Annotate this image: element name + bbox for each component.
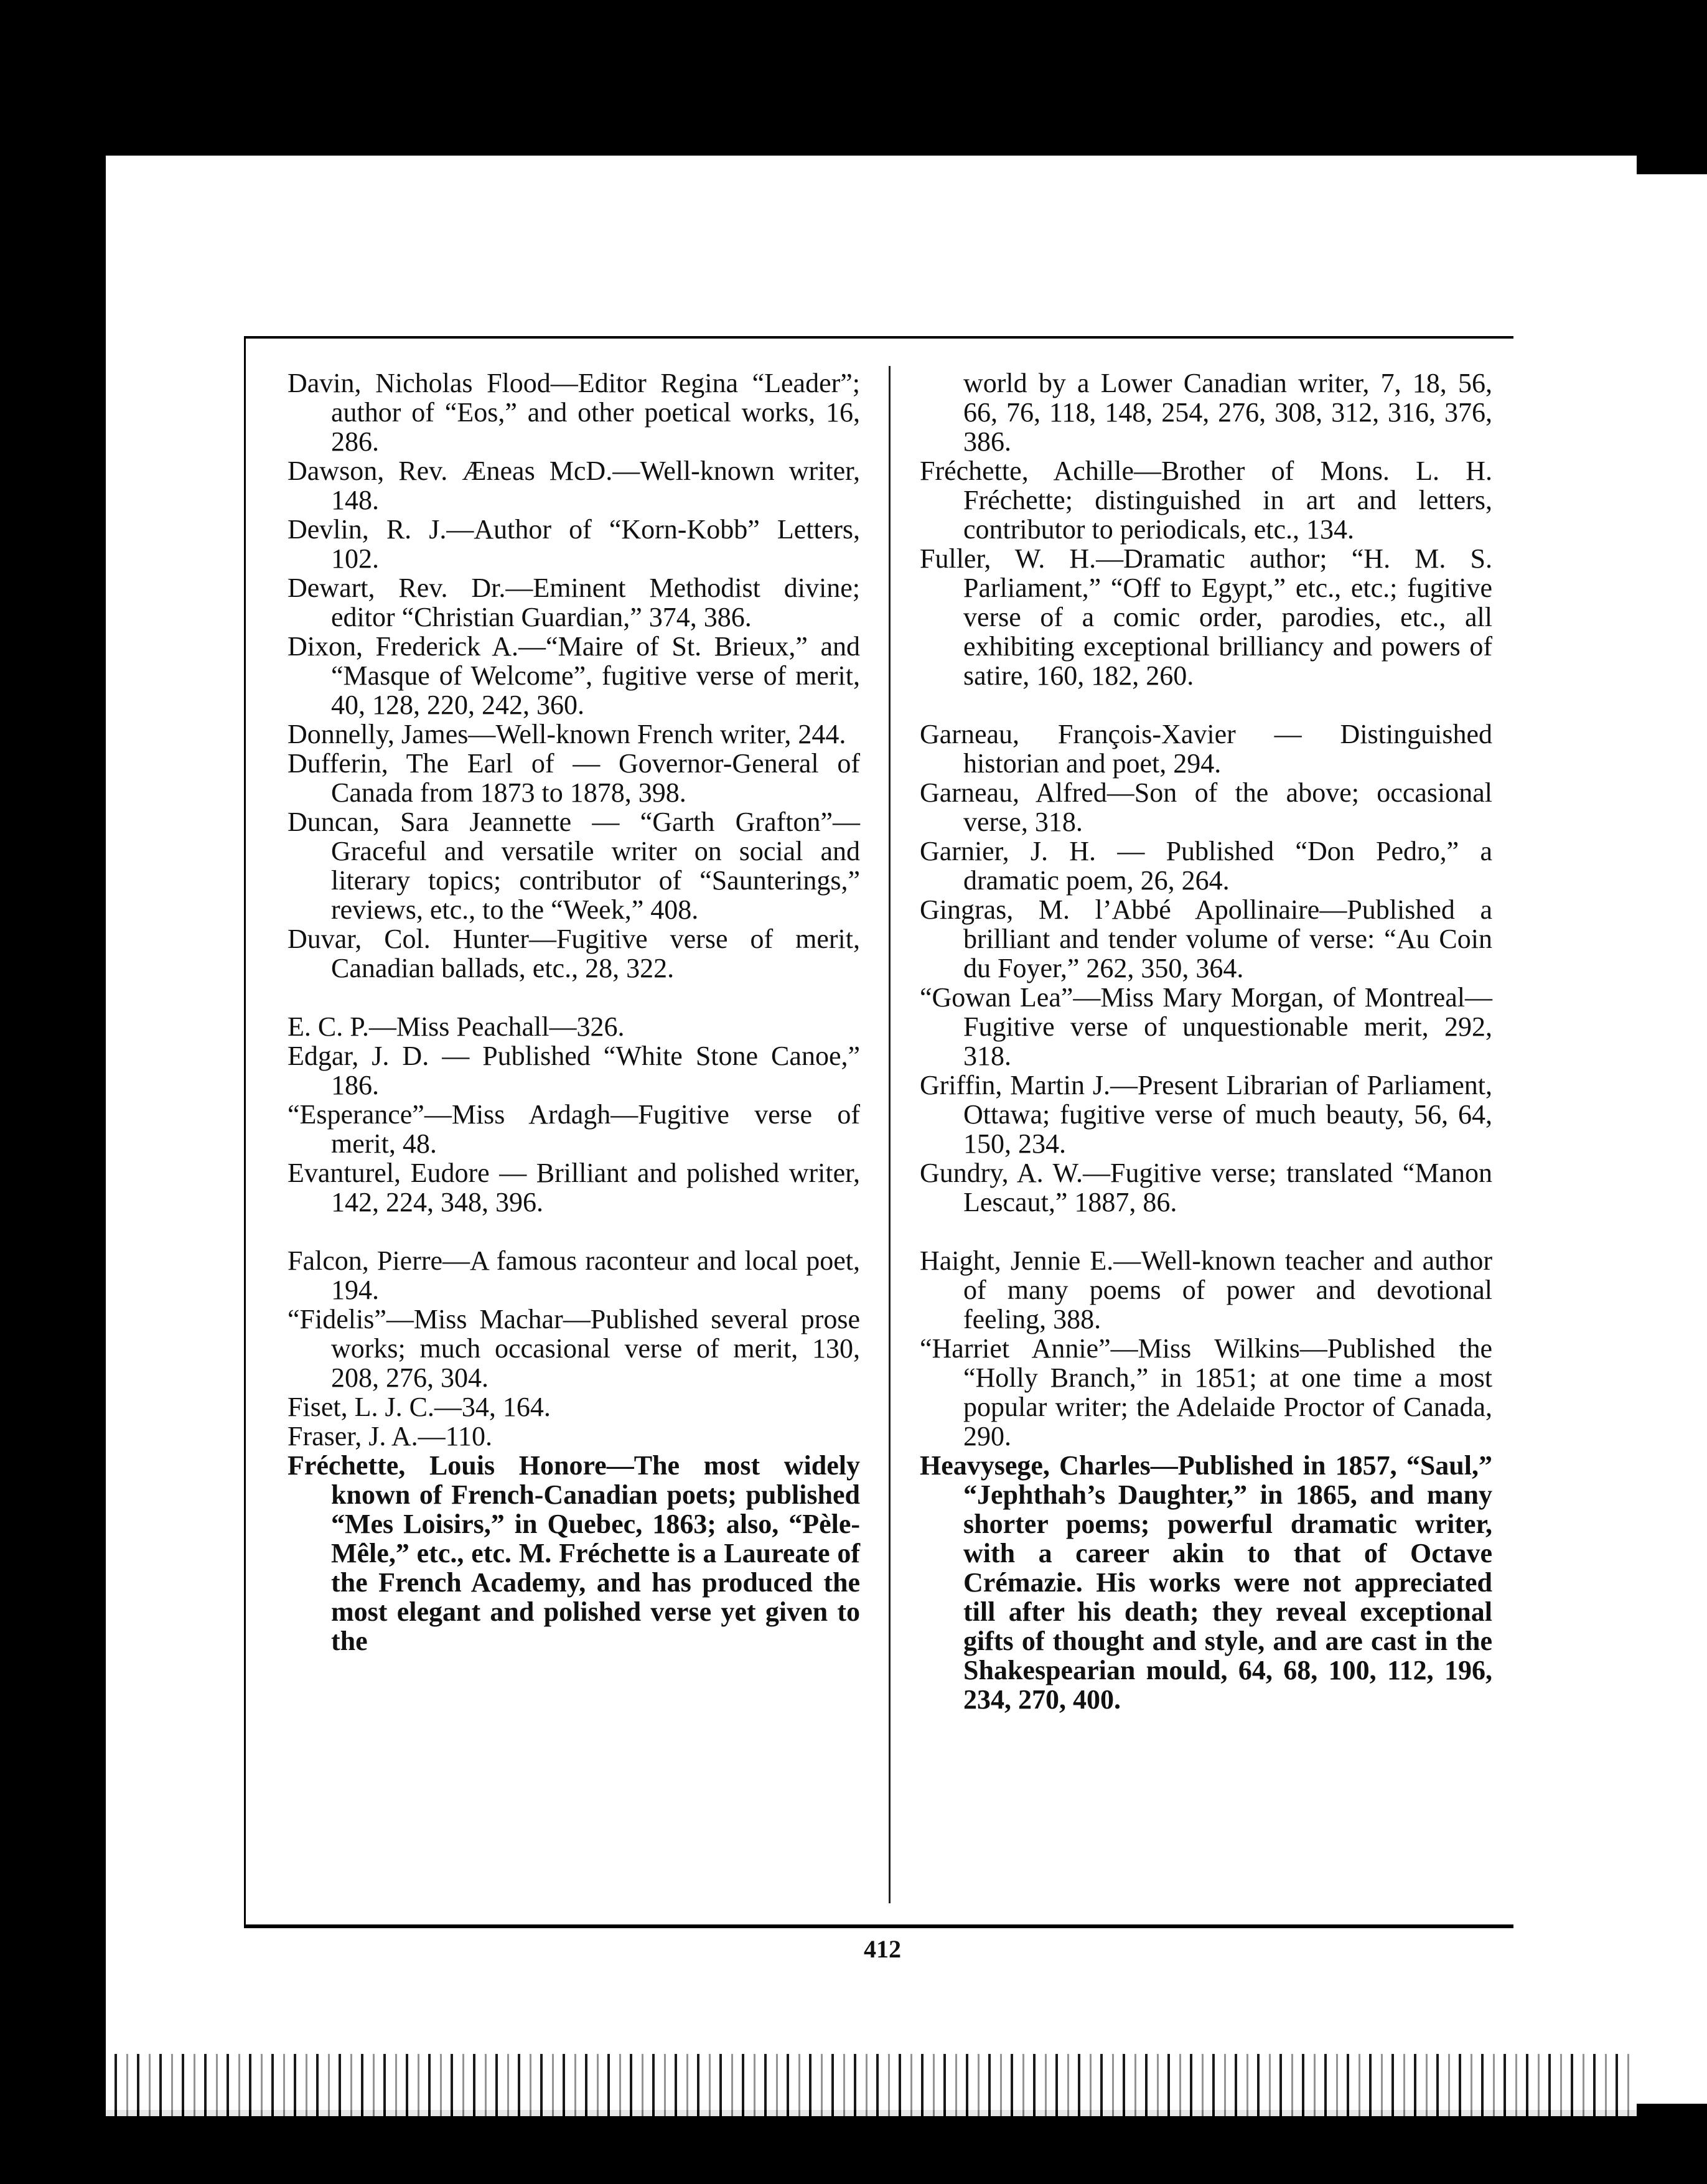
- index-entry: Garnier, J. H. — Published “Don Pedro,” a dramatic poem, 26, 264.: [920, 836, 1492, 896]
- index-entry: Fréchette, Louis Honore—The most widely known of French-Canadian poets; published “Mes Loisirs,” in Quebec, 1863; also, “Pèle-Mêle,” etc., etc. M. Fréchette is a Laureate of the French Academy, and has produced the most elegant and polished verse yet given to the: [288, 1450, 860, 1656]
- left-column: [288, 368, 860, 1656]
- index-entry: “Esperance”—Miss Ardagh—Fugitive verse of merit, 48.: [288, 1099, 860, 1159]
- bottom-rule: [244, 1924, 1513, 1928]
- index-entry: “Fidelis”—Miss Machar—Published several prose works; much occasional verse of merit, 130, 208, 276, 304.: [288, 1304, 860, 1393]
- index-entry: Haight, Jennie E.—Well-known teacher and author of many poems of power and devotional feeling, 388.: [920, 1245, 1492, 1334]
- index-entry: Fiset, L. J. C.—34, 164.: [288, 1392, 551, 1422]
- top-rule: [244, 336, 1513, 339]
- column-divider: [889, 366, 891, 1903]
- page-number: 412: [864, 1935, 901, 1963]
- index-entry: Falcon, Pierre—A famous raconteur and local poet, 194.: [288, 1245, 860, 1305]
- index-entry: Gundry, A. W.—Fugitive verse; translated “Manon Lescaut,” 1887, 86.: [920, 1158, 1492, 1217]
- torn-edge: [106, 2054, 1637, 2116]
- index-entry: Fuller, W. H.—Dramatic author; “H. M. S. Parliament,” “Off to Egypt,” etc., etc.; fugitive verse of a comic order, parodies, etc., all exhibiting exceptional brilliancy and powers of satire, 160, 182, 260.: [920, 543, 1492, 691]
- index-entry: Dixon, Frederick A.—“Maire of St. Brieux,” and “Masque of Welcome”, fugitive verse of merit, 40, 128, 220, 242, 360.: [288, 631, 860, 720]
- index-entry: Dewart, Rev. Dr.—Eminent Methodist divine; editor “Christian Guardian,” 374, 386.: [288, 573, 860, 632]
- index-entry: “Harriet Annie”—Miss Wilkins—Published the “Holly Branch,” in 1851; at one time a most popular writer; the Adelaide Proctor of Canada, 290.: [920, 1333, 1492, 1451]
- index-entry: Fraser, J. A.—110.: [288, 1421, 493, 1451]
- index-entry: Edgar, J. D. — Published “White Stone Canoe,” 186.: [288, 1041, 860, 1100]
- index-entry: “Gowan Lea”—Miss Mary Morgan, of Montreal—Fugitive verse of unquestionable merit, 292, 318.: [920, 982, 1492, 1071]
- index-entry: Dufferin, The Earl of — Governor-General of Canada from 1873 to 1878, 398.: [288, 748, 860, 808]
- index-entry: Duvar, Col. Hunter—Fugitive verse of merit, Canadian ballads, etc., 28, 322.: [288, 924, 860, 983]
- index-entry: Heavysege, Charles—Published in 1857, “Saul,” “Jephthah’s Daughter,” in 1865, and many shorter poems; powerful dramatic writer, with a career akin to that of Octave Crémazie. His works were not appreciated till after his death; they reveal exceptional gifts of thought and style, and are cast in the Shakespearian mould, 64, 68, 100, 112, 196, 234, 270, 400.: [920, 1450, 1492, 1715]
- index-entry: E. C. P.—Miss Peachall—326.: [288, 1011, 625, 1042]
- index-entry: Griffin, Martin J.—Present Librarian of Parliament, Ottawa; fugitive verse of much beauty, 56, 64, 150, 234.: [920, 1070, 1492, 1159]
- index-entry: Donnelly, James—Well-known French writer, 244.: [288, 719, 846, 749]
- index-entry: Evanturel, Eudore — Brilliant and polished writer, 142, 224, 348, 396.: [288, 1158, 860, 1217]
- right-column: [920, 368, 1492, 1714]
- index-entry: Fréchette, Achille—Brother of Mons. L. H. Fréchette; distinguished in art and letters, contributor to periodicals, etc., 134.: [920, 456, 1492, 545]
- index-entry: Devlin, R. J.—Author of “Korn-Kobb” Letters, 102.: [288, 514, 860, 574]
- index-entry: Gingras, M. l’Abbé Apollinaire—Published a brilliant and tender volume of verse: “Au Coin du Foyer,” 262, 350, 364.: [920, 894, 1492, 983]
- index-entry: world by a Lower Canadian writer, 7, 18, 56, 66, 76, 118, 148, 254, 276, 308, 312, 316, 376, 386.: [963, 368, 1492, 457]
- index-entry: Garneau, François-Xavier — Distinguished historian and poet, 294.: [920, 719, 1492, 779]
- index-entry: Garneau, Alfred—Son of the above; occasional verse, 318.: [920, 777, 1492, 837]
- adjacent-page-edge: [1637, 174, 1707, 2104]
- left-rule: [244, 336, 246, 1927]
- index-entry: Davin, Nicholas Flood—Editor Regina “Leader”; author of “Eos,” and other poetical works, 16, 286.: [288, 368, 860, 457]
- index-entry: Dawson, Rev. Æneas McD.—Well-known writer, 148.: [288, 456, 860, 515]
- index-entry: Duncan, Sara Jeannette — “Garth Grafton”—Graceful and versatile writer on social and literary topics; contributor of “Saunterings,” reviews, etc., to the “Week,” 408.: [288, 807, 860, 925]
